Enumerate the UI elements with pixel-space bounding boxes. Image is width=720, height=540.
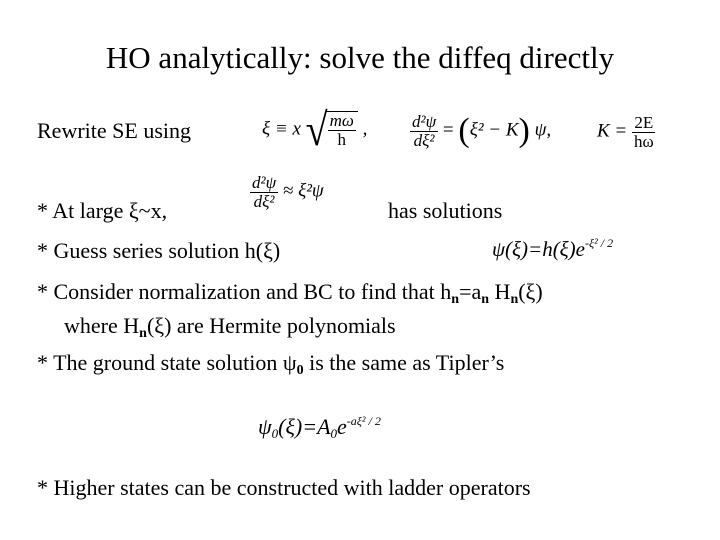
normalization-text: * Consider normalization and BC to find that $h_n=a_n$ $H_n(\xi)$: [37, 279, 543, 307]
slide-title: HO analytically: solve the diffeq directly: [105, 40, 615, 75]
large-xi-fraction: $\frac{\text{d²ψ}}{\text{dξ²}}$: [252, 173, 277, 211]
large-xi-text: * At large ξ~x,: [37, 198, 168, 223]
ladder-operators-text: * Higher states can be constructed with ladder operators: [37, 475, 531, 500]
sqrt-sign: √: [305, 103, 328, 156]
has-solutions-text: has solutions: [388, 198, 503, 223]
k-fraction: $\frac{2E}{h\omega}$: [634, 113, 654, 151]
xi-def-lhs: ξ ≡ x: [262, 118, 301, 140]
k-definition-equation: K = $\frac{2E}{h\omega}$: [597, 113, 654, 151]
ground-state-text: * The ground state solution $\psi_0$ is the same as Tipler’s: [37, 350, 505, 378]
large-xi-equation: $\frac{\text{d²ψ}}{\text{dξ²}}$ ≈ ξ²ψ: [252, 173, 324, 211]
schrodinger-equation: $\frac{\text{d²ψ}}{\text{dξ²}}$ = (ξ² − K) ψ,: [412, 111, 552, 150]
series-solution-equation: $\psi(\xi)=h(\xi)e^{-\xi^2 / 2}$: [492, 236, 614, 261]
hermite-text: where $H_n(\xi)$ are Hermite polynomials: [64, 313, 396, 341]
xi-definition-equation: ξ ≡ x √ $\frac{m\omega}{h}$ ,: [262, 103, 368, 156]
xi-def-fraction: $\frac{m\omega}{h}$: [329, 111, 354, 149]
se-derivative-fraction: $\frac{\text{d²ψ}}{\text{dξ²}}$: [412, 111, 437, 150]
guess-series-text: * Guess series solution h(ξ): [37, 238, 281, 263]
rewrite-text: Rewrite SE using: [37, 118, 191, 143]
ground-state-equation: $\psi_0(\xi)=A_0e^{-a\xi^2 / 2}$: [258, 414, 381, 441]
